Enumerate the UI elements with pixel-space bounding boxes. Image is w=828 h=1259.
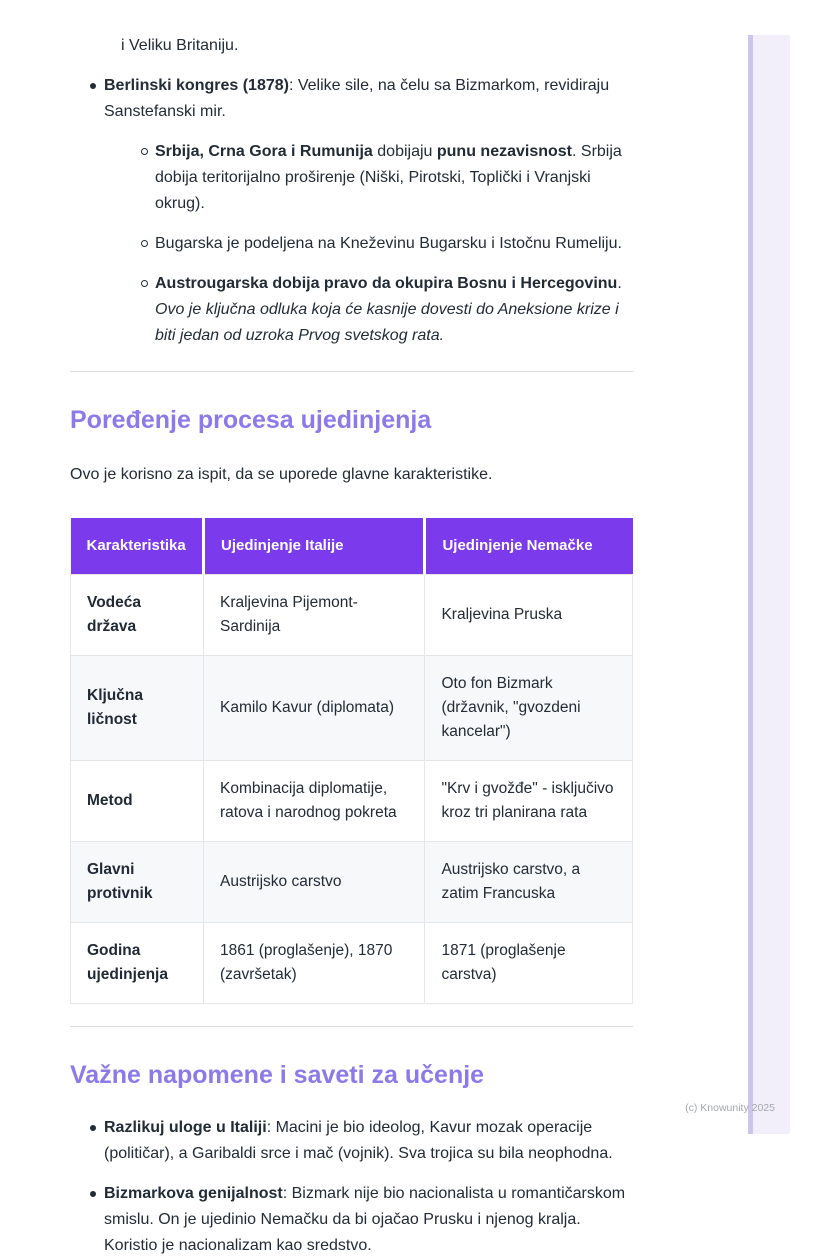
table-row (71, 923, 633, 1004)
cell-germany: "Krv i gvožđe" - isključivo kroz tri planirana rata (425, 761, 633, 842)
comparison-table (70, 518, 633, 1004)
list-item-bold-lead: Berlinski kongres (1878) (104, 77, 289, 94)
column-header-italy: Ujedinjenje Italije (203, 518, 424, 575)
row-label: Glavni protivnik (71, 842, 204, 923)
bullet-icon (90, 83, 96, 89)
comparison-intro-text: Ovo je korisno za ispit, da se uporede glavne karakteristike. (70, 466, 493, 483)
bullet-icon (90, 1125, 96, 1131)
row-label: Metod (71, 761, 204, 842)
circle-bullet-icon (141, 280, 148, 287)
scrollbar[interactable] (748, 35, 790, 1134)
cell-italy: Kraljevina Pijemont-Sardinija (203, 575, 424, 656)
list-item-bulgaria-division (104, 231, 633, 257)
list-item-text: : Macini je bio ideolog, Kavur mozak operacije (političar), a Garibaldi srce i mač (vojnik). Sva trojica su bila neophodna. (104, 1119, 613, 1162)
cell-italy: 1861 (proglašenje), 1870 (završetak) (203, 923, 424, 1004)
circle-bullet-icon (141, 148, 148, 155)
table-row (71, 761, 633, 842)
section-heading-notes: Važne napomene i saveti za učenje (70, 1061, 485, 1089)
list-item-bold-lead: Bizmarkova genijalnost (104, 1185, 283, 1202)
list-item-italy-roles (70, 1115, 633, 1167)
row-label: Godina ujedinjenja (71, 923, 204, 1004)
list-item-text: dobijaju (372, 143, 437, 160)
notes-list (70, 1115, 633, 1259)
circle-bullet-icon (141, 240, 148, 247)
comparison-table-body (71, 575, 633, 1004)
continued-text-line (121, 33, 633, 59)
list-item-text: . (617, 275, 622, 292)
cell-italy: Austrijsko carstvo (203, 842, 424, 923)
list-item-italic-note: Ovo je ključna odluka koja će kasnije dovesti do Aneksione krize i biti jedan od uzroka Prvog svetskog rata. (155, 301, 619, 344)
comparison-table-header (71, 518, 633, 575)
table-header-row (71, 518, 633, 575)
list-item-bold: Srbija, Crna Gora i Rumunija (155, 143, 373, 160)
list-item-berlin-congress (70, 73, 633, 349)
copyright-note: (c) Knowunity 2025 (685, 1102, 775, 1114)
list-item-text: . Srbija dobija teritorijalno proširenje (Niški, Pirotski, Toplički i Vranjski okrug). (155, 143, 622, 212)
table-row (71, 842, 633, 923)
list-item-bold-lead: Razlikuj uloge u Italiji (104, 1119, 267, 1136)
table-row (71, 656, 633, 761)
list-item-text: : Bizmark nije bio nacionalista u romantičarskom smislu. On je ujedinio Nemačku da bi ojačao Prusku i njenog kralja. Koristio je nacionalizam kao sredstvo. (104, 1185, 626, 1254)
document-content (70, 0, 633, 1259)
table-row (71, 575, 633, 656)
column-header-germany: Ujedinjenje Nemačke (425, 518, 633, 575)
continued-text: i Veliku Britaniju. (121, 37, 239, 54)
cell-italy: Kombinacija diplomatije, ratova i narodnog pokreta (203, 761, 424, 842)
section-heading-comparison: Poređenje procesa ujedinjenja (70, 406, 432, 434)
list-item-bold: Austrougarska dobija pravo da okupira Bosnu i Hercegovinu (155, 275, 618, 292)
row-label: Vodeća država (71, 575, 204, 656)
list-item-text: : Velike sile, na čelu sa Bizmarkom, revidiraju Sanstefanski mir. (104, 77, 610, 120)
cell-germany: Kraljevina Pruska (425, 575, 633, 656)
berlin-congress-sublist (104, 139, 633, 349)
cell-germany: 1871 (proglašenje carstva) (425, 923, 633, 1004)
section-divider (70, 1026, 633, 1027)
section-divider (70, 371, 633, 372)
row-label: Ključna ličnost (71, 656, 204, 761)
bullet-icon (90, 1191, 96, 1197)
list-item-serbia-independence (104, 139, 633, 217)
column-header-characteristic: Karakteristika (71, 518, 204, 575)
list-item-text: Bugarska je podeljena na Kneževinu Bugarsku i Istočnu Rumeliju. (155, 235, 622, 252)
list-item-bold: punu nezavisnost (436, 143, 572, 160)
list-item-bismarck-genius (70, 1181, 633, 1259)
cell-germany: Austrijsko carstvo, a zatim Francuska (425, 842, 633, 923)
cell-germany: Oto fon Bizmark (državnik, "gvozdeni kancelar") (425, 656, 633, 761)
cell-italy: Kamilo Kavur (diplomata) (203, 656, 424, 761)
list-item-austria-bosnia (104, 271, 633, 349)
